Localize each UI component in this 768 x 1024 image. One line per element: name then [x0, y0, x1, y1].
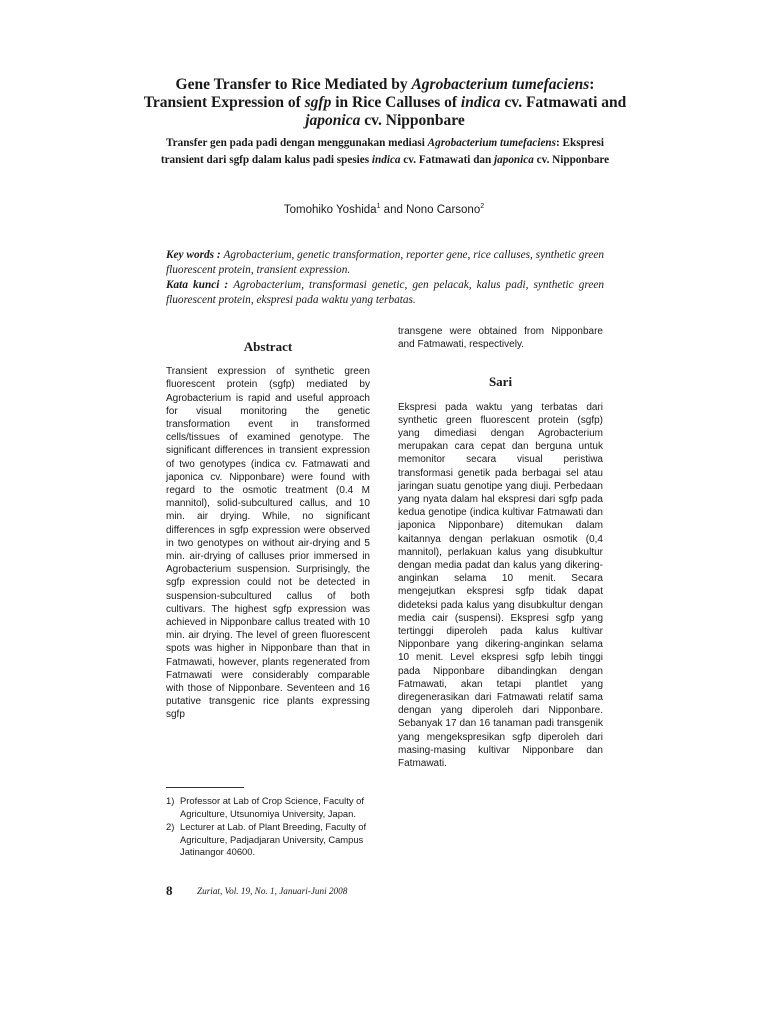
abstract-text: Transient expression of synthetic green fluorescent protein (sgfp) mediated by Agrobacterium is rapid and useful approach for visual monitoring the genetic transformation event in transformed cells/tissues of examined genotype. The significant differences in transient expression of two genotypes (indica cv. Fatmawati and japonica cv. Nipponbare) were found with regard to the osmotic treatment (0.4 M mannitol), solid-subcultured callus, and 10 min. air drying. While, no significant differences in sgfp expression were observed in two genotypes on without air-drying and 5 min. air-drying of calluses prior immersed in Agrobacterium suspension. Surprisingly, the sgfp expression could not be detected in suspension-subcultured callus of both cultivars. The highest sgfp expression was achieved in Nipponbare callus treated with 10 min. air drying. The level of green fluorescent spots was higher in Nipponbare than that in Fatmawati, however, plants regenerated from Fatmawati were considerably comparable with those of Nipponbare. Seventeen and 16 putative transgenic rice plants expressing sgfp: [166, 366, 370, 721]
page-number: 8: [166, 883, 173, 898]
sari-text: Ekspresi pada waktu yang terbatas dari synthetic green fluorescent protein (sgfp) yang dimediasi dengan Agrobacterium merupakan cara cepat dan berguna untuk memonitor secara visual peristiwa transformasi genetik pada berbagai sel atau jaringan suatu genotipe yang diuji. Perbedaan yang nyata dalam hal ekspresi dari sgfp pada kedua genotipe (indica kultivar Fatmawati dan japonica Nipponbare) ditemukan dalam kaitannya dengan perlakuan osmotik (0,4 mannitol), perlakuan kalus yang disubkultur dengan media padat dan kalus yang dikering-anginkan selama 10 menit. Secara mengejutkan ekspresi sgfp tidak dapat dideteksi pada kalus yang disubkultur dengan media cair (suspensi). Ekspresi sgfp yang tertinggi diperoleh pada kalus kultivar Nipponbare yang dikering-anginkan selama 10 menit. Level ekspresi sgfp lebih tinggi pada Nipponbare dibandingkan dengan Fatmawati, akan tetapi plantlet yang diregenerasikan dari Fatmawati relatif sama dengan yang diperoleh dari Nipponbare. Sebanyak 17 dan 16 tanaman padi transgenik yang mengekspresikan sgfp diperoleh dari masing-masing kultivar Nipponbare dan Fatmawati.: [398, 401, 603, 770]
keywords-block: [166, 248, 604, 308]
author-line: Tomohiko Yoshida$^1$ and Nono Carsono$^2$: [283, 203, 485, 216]
footnote-item: 2) Lecturer at Lab. of Plant Breeding, Faculty of Agriculture, Padjadjaran University, Campus Jatinangor 40600.: [166, 821, 367, 858]
footnote-divider: [166, 787, 244, 788]
paper-subtitle-indonesian: Transfer gen pada padi dengan menggunakan mediasi Agrobacterium tumefaciens: Ekspresi transient dari sgfp dalam kalus padi spesies indica cv. Fatmawati dan japonica cv. Nipponbare: [160, 137, 610, 166]
footnote-item: 1) Professor at Lab of Crop Science, Faculty of Agriculture, Utsunomiya University, Japan.: [166, 795, 364, 819]
sari-heading: Sari: [488, 374, 513, 390]
title-line-1: Gene Transfer to Rice Mediated by Agrobacterium tumefaciens:: [175, 76, 595, 93]
paper-title: [120, 76, 650, 130]
keywords-indonesian: Kata kunci : Agrobacterium, transformasi genetic, gen pelacak, kalus padi, synthetic green fluorescent protein, ekspresi pada waktu yang terbatas.: [166, 279, 604, 306]
title-line-2: Transient Expression of sgfp in Rice Calluses of indica cv. Fatmawati and: [143, 94, 627, 111]
abstract-column: [166, 340, 370, 722]
right-column: [398, 325, 603, 770]
abstract-heading: Abstract: [243, 339, 293, 354]
journal-citation: Zuriat, Vol. 19, No. 1, Januari-Juni 2008: [197, 886, 348, 896]
footnotes: [166, 795, 376, 860]
keywords-english: Key words : Agrobacterium, genetic transformation, reporter gene, rice calluses, synthetic green fluorescent protein, transient expression.: [166, 249, 604, 276]
abstract-continued-text: transgene were obtained from Nipponbare and Fatmawati, respectively.: [398, 326, 603, 351]
title-line-3: japonica cv. Nipponbare: [305, 112, 465, 129]
